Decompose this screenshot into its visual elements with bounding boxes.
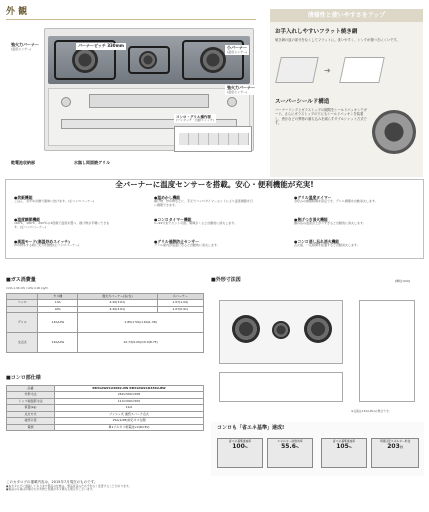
- eco-title: コンロも「省エネ基準」達成!: [217, 425, 285, 431]
- burner-small: [139, 51, 157, 69]
- eco-box: 省エネ基準達成率 105%: [321, 438, 367, 468]
- burner-left: [72, 47, 98, 73]
- plan-burner-center: [272, 321, 290, 339]
- feature-item: ●コンロ消し忘れ消火機能 点火後、一定時間を経過すると自動消火します。: [294, 239, 360, 248]
- feature1-title: お手入れしやすいフラット焼き網: [275, 29, 358, 35]
- gas-section-title: ■ガス消費量: [6, 277, 36, 283]
- gas-note: (13A:1.96 kW / LPG:4.90 kg/h): [6, 286, 49, 290]
- callout-burner-pitch: バーナーピッチ 330mm: [78, 43, 124, 48]
- net-image-after: [339, 57, 385, 83]
- callout-big-burner-left: 強火力バーナー (温度センサー): [11, 42, 39, 51]
- feature-item: ●高温モード(高温炒めスイッチ) 炒め物をする時に火力を調整(左コンロバーナー): [14, 239, 80, 248]
- footer-line: ●本カタログに掲載しております製品の仕様は、製品改良のため予告なく変更することがあります。: [6, 483, 132, 488]
- dimension-note: ※点線は13A(LPG)の場合です。: [351, 409, 392, 413]
- callout-grill: 水無し両面焼グリル: [74, 160, 110, 165]
- spec-table: 品番 RB31AW21A36R2-VW RB31AW21D33R2-BW 外形寸法 269×560×508 トップ前面部寸法 114×590×505 質量(kg) 19.0 点火方式 プッシュ式 連続スパーク点火 接続口径 15A(1/2B)対応オス左側 電源 単1アルカリ乾電池×2(DC3V): [6, 385, 204, 431]
- arrow-icon: ➜: [324, 66, 331, 75]
- footer-line: このカタログの掲載内容は、2015年7月現在のものです。: [6, 480, 98, 484]
- feature2-text: バーナーリングとガラストップの隙間をシールドパッキンでガード。さらにガラストップの下にもシールドパッキンを装着し、煮汁などの異物の落ち込みを減らすダブルシャット方式です。: [275, 108, 367, 125]
- feature-item: ●コンロタイマー機能 1~99分までセット可能。時間がくると自動的に消火します。: [154, 217, 238, 226]
- callout-battery: 乾電池収納部: [11, 160, 35, 165]
- burner-right: [200, 47, 226, 73]
- eco-box: 省エネ基準達成率 100%: [217, 438, 263, 468]
- eco-box: エネルギー消費効率 55.6%: [267, 438, 313, 468]
- dimension-unit: (単位:mm): [395, 279, 411, 283]
- side-feature-title: 清掃性と使いやすさをアップ: [270, 9, 423, 22]
- control-buttons: [179, 133, 249, 145]
- plan-burner-left: [232, 315, 260, 343]
- feature-grid-title: 全バーナーに温度センサーを搭載。安心・便利機能が充実!: [115, 180, 314, 189]
- title-divider: [6, 19, 256, 20]
- front-view: [219, 372, 343, 402]
- feature-item: ●炊飯機能 ごはん、おかゆが鍋で簡単に炊けます。(左コンロバーナー): [14, 195, 95, 204]
- footer-notes: [6, 480, 424, 492]
- dimension-drawing: [211, 286, 424, 419]
- callout-small-burner: 小バーナー (温度センサー): [227, 45, 248, 54]
- net-image-before: [275, 57, 319, 83]
- side-view: [359, 300, 415, 402]
- plan-burner-right: [304, 315, 332, 343]
- grill-door: [89, 94, 209, 108]
- knob-left[interactable]: [61, 97, 71, 107]
- callout-big-burner-right: 強火力バーナー (温度センサー): [227, 85, 255, 94]
- burner-detail-image: [372, 110, 416, 154]
- feature-item: ●グリル過熱防止センサー グリル庫内が高温になると自動的に消火します。: [154, 239, 220, 248]
- top-view: [219, 300, 343, 364]
- gas-table: ガス種 強火力バーナー(右/左) 小バーナー コンロ 13A 4.20(3.61) 1.07(1.04) LPG 4.20(3.61) 1.07(0.91) グリル 13A/LPG 1.85(1.59)/1.60(1.38) 全点火 13A/LPG 10.73(9.20)/10.0(8.75): [6, 293, 204, 353]
- knob-right[interactable]: [227, 97, 237, 107]
- eco-box: 年間目安エネルギー料金 203円: [371, 438, 419, 468]
- feature1-text: 焼き網の皿の部分をなくしてフラットに。洗いやすく、シンクが傷つきにくいです。: [275, 38, 400, 42]
- page-title: 外 観: [6, 7, 28, 17]
- feature-item: ●焦げつき消火機能 鍋の底の温度が上がりすぎると自動的に消火します。: [294, 217, 366, 226]
- spec-section-title: ■コンロ部仕様: [6, 375, 41, 381]
- feature2-title: スーパーシールド構造: [275, 99, 330, 105]
- feature-item: ●温めかし機能 揚げ物、炒め物などに、手元でコンロタイマーセットにより温度調節を行い調理できます。: [154, 195, 253, 208]
- callout-grill-panel: コンロ・グリル操作部 (ワンタッチ・自動スイッチ): [176, 115, 215, 123]
- footer-line: ●製品の写真は印刷のため実物と色調が多少異なる場合がございます。: [6, 487, 95, 492]
- feature-item: ●温度調節機能 160℃、180℃、200℃の3段階で温度を選べ、揚げ物が手軽にできます。(左コンロバーナー): [14, 217, 110, 230]
- eco-section: [211, 422, 424, 476]
- dimension-section-title: ■外形寸法図: [211, 277, 241, 283]
- control-panel-image: [174, 126, 252, 152]
- feature-item: ●グリル温度タイマー お好みの調理時間を設定でき、グリル調理を自動消火します。: [294, 195, 378, 204]
